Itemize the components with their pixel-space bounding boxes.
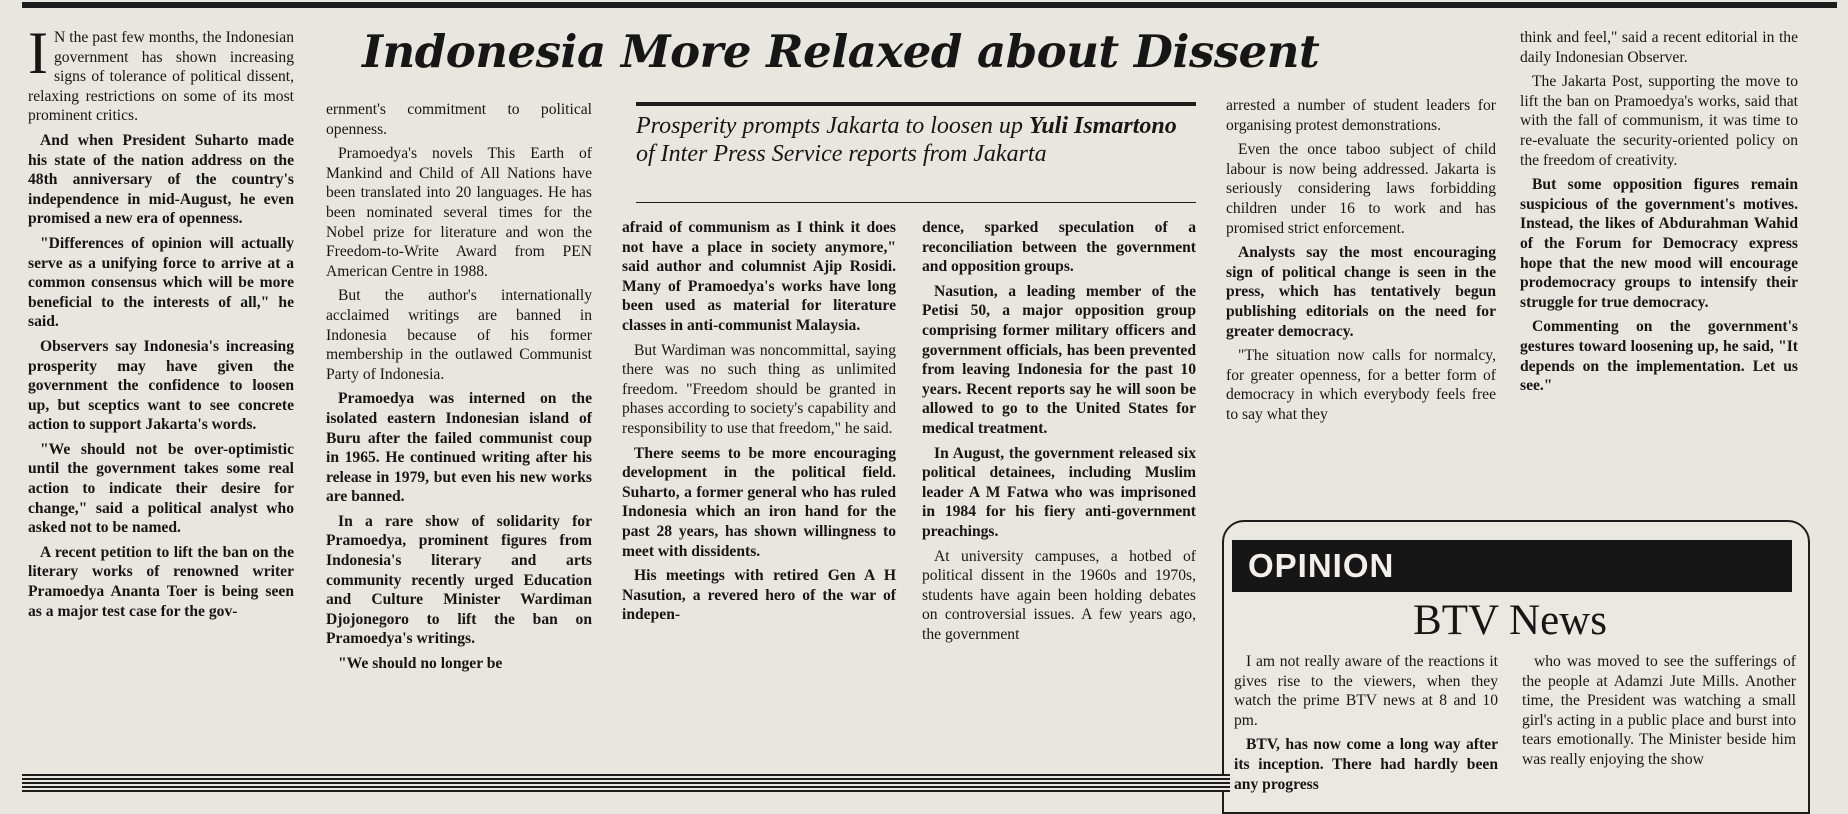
opinion-paragraph: who was moved to see the sufferings of the people at Adamzi Jute Mills. Another time, the President was watching a small girl's acting in a public place and burst into tears emotionally. The Minister beside him was really enjoying the show — [1522, 653, 1796, 768]
article-paragraph: think and feel," said a recent editorial in the daily Indonesian Observer. — [1520, 29, 1798, 66]
opinion-title: BTV News — [1413, 597, 1607, 644]
article-paragraph: "The situation now calls for normalcy, for greater openness, for a better form of democracy in which everybody feels free to say what they — [1226, 347, 1496, 423]
article-paragraph: Even the once taboo subject of child labour is now being addressed. Jakarta is seriously considering laws forbidding children under 16 to work and has promised strict enforcement. — [1226, 141, 1496, 237]
article-paragraph: And when President Suharto made his state of the nation address on the 48th anniversary of the country's independence in mid-August, he even promised a new era of openness. — [28, 131, 294, 228]
article-paragraph: dence, sparked speculation of a reconciliation between the government and opposition groups. — [922, 219, 1196, 276]
headline: Indonesia More Relaxed about Dissent — [362, 25, 1320, 78]
deck-author: Yuli Ismartono — [1028, 113, 1177, 139]
article-paragraph: At university campuses, a hotbed of political dissent in the 1960s and 1970s, students have again been holding debates on controversial issues. A few years ago, the government — [922, 547, 1196, 643]
top-rule — [22, 2, 1837, 8]
opinion-paragraph: BTV, has now come a long way after its inception. There had hardly been any progress — [1234, 736, 1498, 793]
article-paragraph: In a rare show of solidarity for Pramoedya, prominent figures from Indonesia's literary and arts community recently urged Education and Culture Minister Wardiman Djojonegoro to lift the ban on Pramoedya's writings. — [326, 512, 592, 648]
article-paragraph: arrested a number of student leaders for organising protest demonstrations. — [1226, 97, 1496, 134]
opinion-column-2 — [1522, 652, 1796, 774]
drop-cap: I — [28, 20, 48, 86]
article-column-1 — [28, 20, 294, 774]
article-paragraph: A recent petition to lift the ban on the literary works of renowned writer Pramoedya Ananta Toer is being seen as a major test case for the gov- — [28, 543, 294, 620]
article-paragraph: Analysts say the most encouraging sign of political change is seen in the press, which has tentatively begun publishing editorials on the need for greater democracy. — [1226, 244, 1496, 340]
bottom-rule — [22, 774, 1230, 792]
article-column-5 — [1226, 96, 1496, 510]
article-paragraph: "We should not be over-optimistic until the government takes some real action to indicate their desire for change," said a political analyst who asked not to be named. — [28, 440, 294, 537]
article-paragraph: I N the past few months, the Indonesian government has shown increasing signs of tolerance of political dissent, relaxing restrictions on some of its most prominent critics. — [28, 20, 294, 125]
opinion-paragraph: I am not really aware of the reactions it gives rise to the viewers, when they watch the prime BTV news at 8 and 10 pm. — [1234, 653, 1498, 729]
article-paragraph: Pramoedya's novels This Earth of Mankind and Child of All Nations have been translated into 20 languages. He has been nominated several times for the Nobel prize for literature and won the Freedom-to-Write Award from PEN American Centre in 1988. — [326, 145, 592, 280]
article-paragraph: But Wardiman was noncommittal, saying there was no such thing as unlimited freedom. "Freedom should be granted in phases according to society's capability and responsibility to use that freedom," he said. — [622, 341, 896, 437]
article-paragraph: There seems to be more encouraging development in the political field. Suharto, a former general who has ruled Indonesia which an iron hand for the past 28 years, has shown willingness to meet with dissidents. — [622, 444, 896, 560]
article-paragraph: In August, the government released six political detainees, including Muslim leader A M Fatwa who was imprisoned in 1984 for his fiery anti-government preachings. — [922, 444, 1196, 540]
article-paragraph: Nasution, a leading member of the Petisi 50, a major opposition group comprising former military officers and government officials, has been prevented from leaving Indonesia for the past 10 years. Recent reports say he will soon be allowed to go to the United States for medical treatment. — [922, 282, 1196, 437]
article-paragraph: afraid of communism as I think it does not have a place in society anymore," said author and columnist Ajip Rosidi. Many of Pramoedya's works have long been used as material for literature classes in anti-communist Malaysia. — [622, 219, 896, 334]
opinion-label: OPINION — [1232, 540, 1792, 592]
deck-lead: Prosperity prompts Jakarta to loosen up — [636, 113, 1023, 139]
article-paragraph: Observers say Indonesia's increasing prosperity may have given the government the confidence to loosen up, but sceptics want to see concrete action to support Jakarta's words. — [28, 337, 294, 434]
article-paragraph: "Differences of opinion will actually serve as a unifying force to arrive at a common consensus which will be more beneficial to the interests of all," he said. — [28, 234, 294, 331]
article-paragraph: The Jakarta Post, supporting the move to lift the ban on Pramoedya's works, said that with the fall of communism, it was time to re-evaluate the security-oriented policy on the freedom of creativity. — [1520, 73, 1798, 169]
article-column-2 — [326, 100, 592, 774]
deck-tail: of Inter Press Service reports from Jakarta — [636, 141, 1047, 167]
article-paragraph: His meetings with retired Gen A H Nasution, a revered hero of the war of indepen- — [622, 567, 896, 624]
article-paragraph: Commenting on the government's gestures toward loosening up, he said, "It depends on the implementation. Let us see." — [1520, 318, 1798, 395]
subheadline-deck — [636, 102, 1196, 203]
article-paragraph: But some opposition figures remain suspicious of the government's motives. Instead, the likes of Abdurahman Wahid of the Forum for Democracy express hope that the new mood will encourage prodemocracy groups to intensify their struggle for true democracy. — [1520, 176, 1798, 311]
article-column-3 — [622, 218, 896, 774]
opinion-column-1 — [1234, 652, 1498, 793]
article-column-6 — [1520, 28, 1798, 510]
article-column-4 — [922, 218, 1196, 774]
article-paragraph: ernment's commitment to political openness. — [326, 101, 592, 138]
article-paragraph: Pramoedya was interned on the isolated eastern Indonesian island of Buru after the failed communist coup in 1965. He continued writing after his release in 1979, but even his new works are banned. — [326, 390, 592, 506]
article-paragraph: But the author's internationally acclaimed writings are banned in Indonesia because of his former membership in the outlawed Communist Party of Indonesia. — [326, 287, 592, 383]
article-paragraph: "We should no longer be — [338, 655, 503, 673]
